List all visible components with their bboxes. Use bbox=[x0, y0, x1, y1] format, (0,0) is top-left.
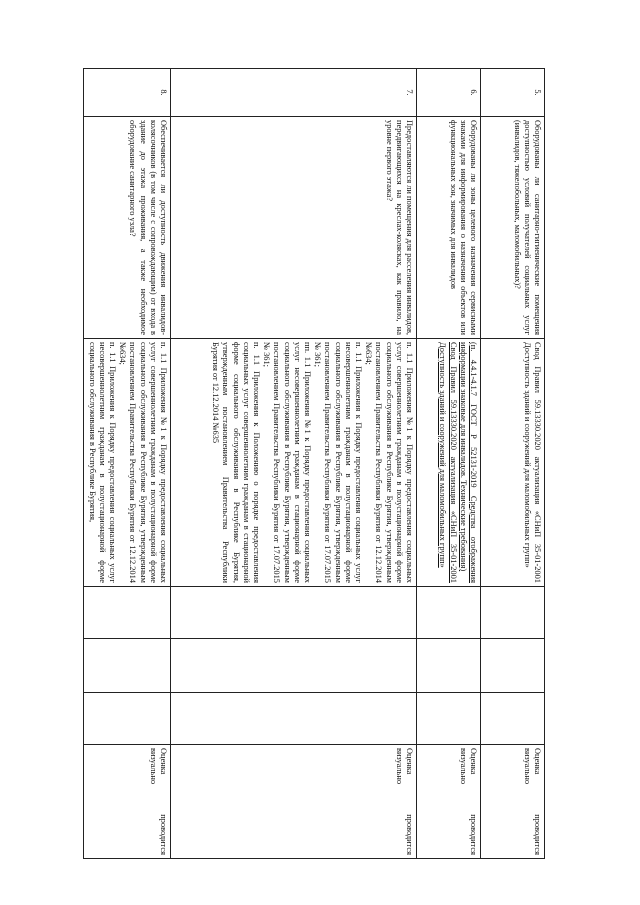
table-row bbox=[84, 69, 171, 859]
row-number: 5. bbox=[481, 69, 545, 117]
reference-line: п. 1.1 Приложения к Порядку предоставления социальных услуг несовершеннолетним гражданам в полустационарной форме социального обслуживания в Республике Бурятия, утвержденным постановлением Правительства Республики Бурятия от 17.07.2015 № 361; bbox=[313, 342, 363, 583]
table-row bbox=[481, 69, 545, 859]
empty-cell bbox=[171, 587, 417, 639]
empty-cell bbox=[417, 639, 481, 693]
reference-line: Свод Правил 59.13330.2020 актуализация «СНиП 35-01-2001 Доступность зданий и сооружений для маломобильных групп» bbox=[438, 342, 458, 583]
empty-cell bbox=[417, 587, 481, 639]
reference-cell: Свод Правил 59.13330.2020 актуализация «СНиП 35-01-2001 Доступность зданий и сооружений для маломобильных групп» bbox=[481, 339, 545, 587]
note-cell: Оценка проводится визуально bbox=[171, 745, 417, 859]
empty-cell bbox=[171, 639, 417, 693]
question-cell: Обеспечивается ли доступность движения инвалидов-колясочников (в том числе с сопровождающим) от входа в здание до этажа проживания, а также необходимое оборудование санитарного узла? bbox=[84, 117, 171, 339]
reference-cell bbox=[417, 339, 481, 587]
empty-cell bbox=[171, 693, 417, 745]
empty-cell bbox=[84, 693, 171, 745]
row-number: 8. bbox=[84, 69, 171, 117]
reference-line: пп. 1.1 Приложения №1 к Порядку предоставления социальных услуг несовершеннолетним гражданам в стационарной форме социального обслуживания в Республике Бурятия, утвержденным постановлением Правительства Республики Бурятия от 17.07.2015 № 361; bbox=[262, 342, 312, 583]
question-cell: Предоставляются ли помещения для расселения инвалидов, передвигающихся на креслах-колясках, как правило, на уровне первого этажа? bbox=[171, 117, 417, 339]
reference-line: п. 1.1 Приложения №1 к Порядку предоставления социальных услуг совершеннолетним гражданам в полустационарной форме социального обслуживания в Республике Бурятия, утвержденным постановлением Правительства Республики Бурятия от 12.12.2014 №634; bbox=[118, 342, 168, 583]
row-number: 7. bbox=[171, 69, 417, 117]
question-cell: Оборудованы ли зоны целевого назначения сервисными знаками для информирования о назначении объектов или функциональных зон, значимых для инвалидов bbox=[417, 117, 481, 339]
row-number: 6. bbox=[417, 69, 481, 117]
empty-cell bbox=[84, 639, 171, 693]
empty-cell bbox=[481, 587, 545, 639]
note-cell: Оценка проводится визуально bbox=[481, 745, 545, 859]
table-row bbox=[171, 69, 417, 859]
criteria-table bbox=[83, 68, 545, 859]
reference-line: (п. 4.4.1-4.1.7 ГОСТ Р 52131-2019 Средства отображения информации знаковые для инвалидов. Технические требования) bbox=[458, 342, 478, 583]
reference-cell bbox=[84, 339, 171, 587]
table-row bbox=[417, 69, 481, 859]
reference-line: п. 1.1 Приложения к Порядку предоставления социальных услуг несовершеннолетним гражданам в полустационарной форме социального обслуживания в Республике Бурятия, bbox=[87, 342, 117, 583]
reference-cell bbox=[171, 339, 417, 587]
note-cell: Оценка проводится визуально bbox=[417, 745, 481, 859]
reference-line: п. 1.1 Приложения №1 к Порядку предоставления социальных услуг совершеннолетним гражданам в полустационарной форме социального обслуживания в Республике Бурятия, утвержденным постановлением Правительства Республики Бурятия от 12.12.2014 №634; bbox=[364, 342, 414, 583]
note-cell: Оценка проводится визуально bbox=[84, 745, 171, 859]
empty-cell bbox=[481, 693, 545, 745]
empty-cell bbox=[481, 639, 545, 693]
question-cell: Оборудованы ли санитарно-гигиенические помещения доступностью условий получателей социальных услуг (инвалидов, тяжелобольных, маломобильных)? bbox=[481, 117, 545, 339]
reference-line: п. 1.1 Приложения к Положению о порядке предоставления социальных услуг совершеннолетним гражданам в стационарной форме социального обслуживания в Республике Бурятия, утвержденным постановлением Правительства Республики Бурятия от 12.12.2014 №635 bbox=[211, 342, 261, 583]
document-page bbox=[87, 68, 545, 858]
empty-cell bbox=[417, 693, 481, 745]
empty-cell bbox=[84, 587, 171, 639]
